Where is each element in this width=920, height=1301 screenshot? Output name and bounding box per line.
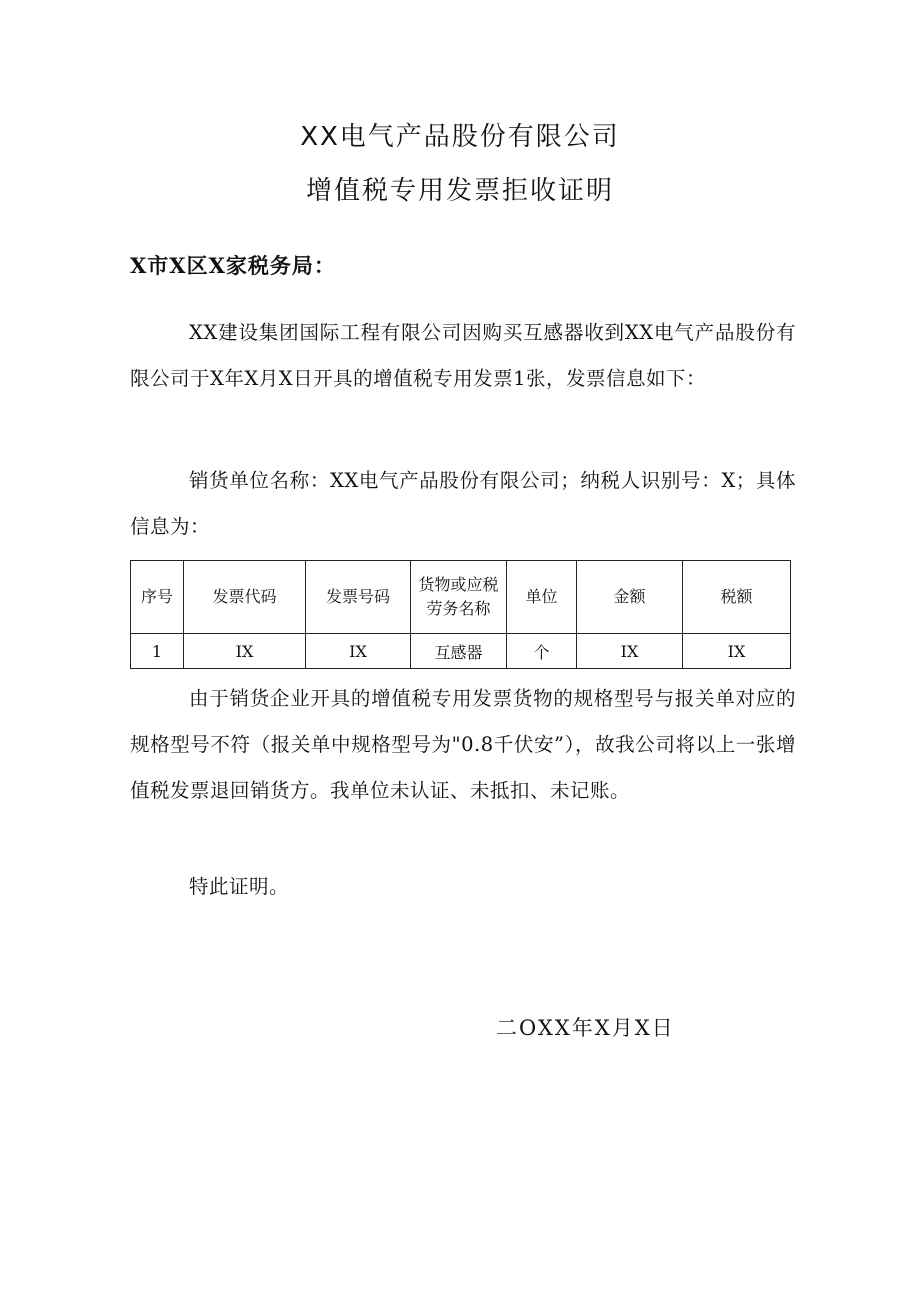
table-cell: IX <box>306 634 411 669</box>
table-header-cell: 序号 <box>131 561 184 634</box>
addressee: X市X区X家税务局： <box>130 253 336 278</box>
table-header-cell: 单位 <box>507 561 577 634</box>
invoice-table <box>130 560 791 669</box>
document-title-subject: 增值税专用发票拒收证明 <box>305 176 614 206</box>
table-cell: 互感器 <box>411 634 507 669</box>
table-cell: IX <box>577 634 683 669</box>
table-row <box>131 634 791 669</box>
document-date: 二OXX年X月X日 <box>496 1016 675 1040</box>
table-cell: 1 <box>131 634 184 669</box>
table-header-cell: 发票代码 <box>184 561 306 634</box>
paragraph-reason: 由于销货企业开具的增值税专用发票货物的规格型号与报关单对应的规格型号不符（报关单中规格型号为"0.8千伏安”），故我公司将以上一张增值税发票退回销货方。我单位未认证、未抵扣、未记账。 <box>130 687 796 802</box>
document-title-company: XX电气产品股份有限公司 <box>300 122 620 152</box>
table-header-cell: 货物或应税劳务名称 <box>411 561 507 634</box>
table-header-cell: 税额 <box>683 561 791 634</box>
table-header-row <box>131 561 791 634</box>
paragraph-closing: 特此证明。 <box>189 875 290 898</box>
paragraph-purchase-info: XX建设集团国际工程有限公司因购买互感器收到XX电气产品股份有限公司于X年X月X日开具的增值税专用发票1张，发票信息如下： <box>130 321 796 390</box>
table-cell: IX <box>683 634 791 669</box>
table-header-cell: 金额 <box>577 561 683 634</box>
table-header-cell: 发票号码 <box>306 561 411 634</box>
table-cell: 个 <box>507 634 577 669</box>
paragraph-seller-info: 销货单位名称：XX电气产品股份有限公司；纳税人识别号：X；具体信息为： <box>130 469 796 538</box>
table-cell: IX <box>184 634 306 669</box>
